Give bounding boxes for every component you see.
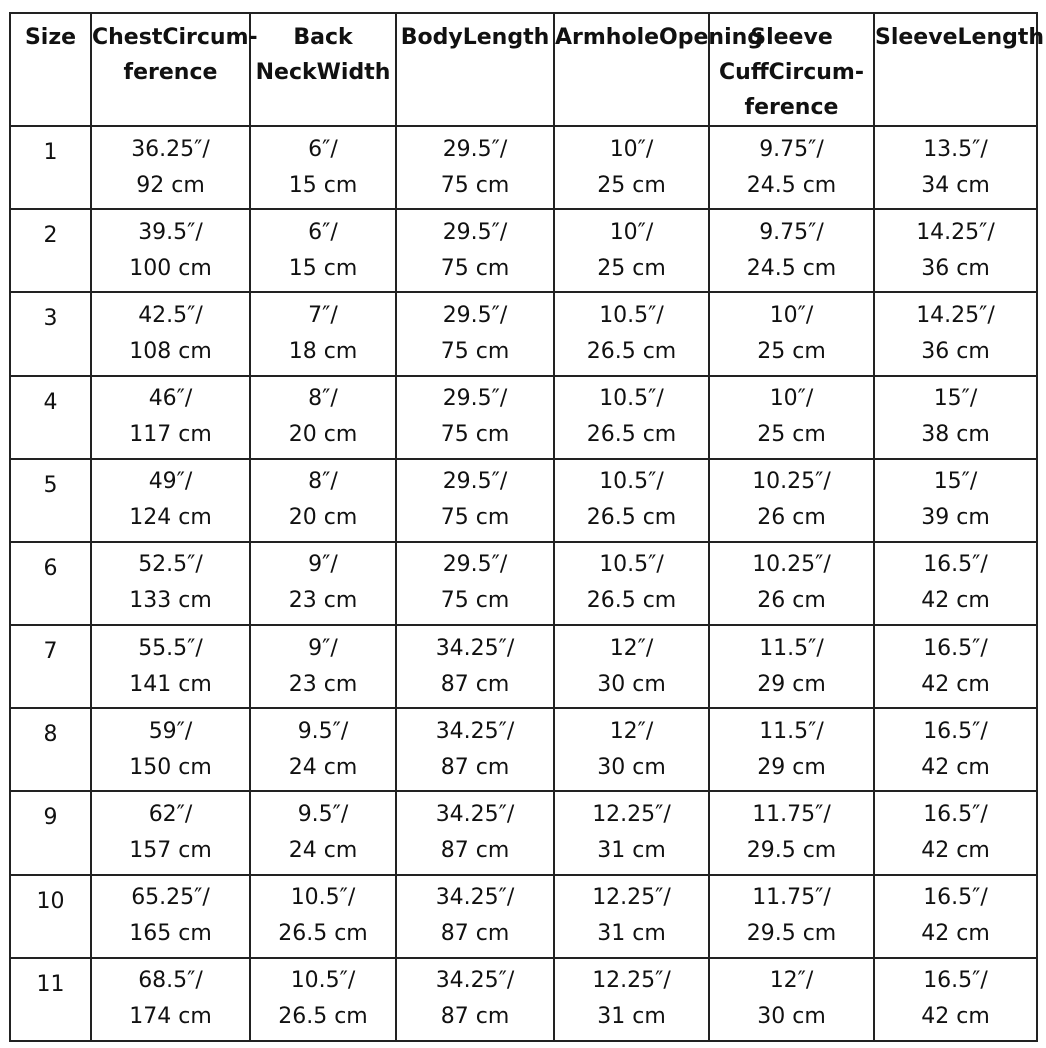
measurement-cell (396, 126, 554, 209)
inch-value: 11.5″/ (759, 635, 824, 661)
header-label-line: ference (123, 60, 218, 85)
cm-value: 38 cm (921, 422, 990, 448)
inch-value: 10.5″/ (290, 885, 356, 911)
inch-value: 9″/ (308, 635, 338, 661)
cm-value: 87 cm (440, 921, 510, 947)
inch-value: 13.5″/ (923, 136, 988, 162)
inch-value: 8″/ (308, 386, 338, 412)
inch-value: 36.25″/ (131, 136, 210, 162)
measurement-cell (709, 376, 874, 459)
measurement-cell (250, 708, 396, 791)
inch-value: 9″/ (308, 552, 338, 578)
inch-value: 10.25″/ (752, 552, 831, 578)
inch-value: 29.5″/ (442, 386, 508, 412)
cm-value: 26.5 cm (278, 921, 368, 947)
measurement-cell (874, 625, 1037, 708)
inch-value: 16.5″/ (923, 718, 988, 744)
cm-value: 124 cm (129, 505, 212, 531)
inch-value: 42.5″/ (138, 302, 203, 328)
size-cell: 4 (10, 376, 91, 459)
inch-value: 29.5″/ (442, 136, 508, 162)
measurement-cell (874, 376, 1037, 459)
cm-value: 87 cm (440, 754, 510, 780)
measurement-cell (396, 376, 554, 459)
table-body (10, 126, 1037, 1041)
cm-value: 92 cm (136, 172, 205, 198)
measurement-cell (709, 791, 874, 874)
measurement-cell (874, 209, 1037, 292)
cm-value: 157 cm (129, 837, 212, 863)
inch-value: 8″/ (308, 469, 338, 495)
header-armhole-opening (554, 13, 764, 126)
inch-value: 15″/ (933, 386, 978, 412)
inch-value: 59″/ (148, 718, 193, 744)
inch-value: 34.25″/ (435, 885, 515, 911)
inch-value: 14.25″/ (916, 219, 995, 245)
cm-value: 36 cm (921, 338, 990, 364)
header-label-line: Sleeve (875, 25, 958, 50)
cm-value: 15 cm (288, 172, 358, 198)
header-label-line: Length (957, 25, 1045, 50)
cm-value: 15 cm (288, 255, 358, 281)
inch-value: 12″/ (609, 635, 654, 661)
header-label-line: Opening (659, 25, 764, 50)
inch-value: 65.25″/ (131, 885, 210, 911)
cm-value: 24.5 cm (746, 255, 837, 281)
cm-value: 26.5 cm (586, 588, 677, 614)
table-row (10, 459, 1037, 542)
measurement-cell (396, 708, 554, 791)
measurement-cell (874, 875, 1037, 958)
header-label-line: Width (316, 60, 391, 85)
inch-value: 12.25″/ (592, 968, 671, 994)
inch-value: 34.25″/ (435, 635, 515, 661)
measurement-cell (396, 292, 554, 375)
measurement-cell (396, 209, 554, 292)
inch-value: 62″/ (148, 801, 193, 827)
cm-value: 29 cm (757, 671, 826, 697)
measurement-cell (91, 126, 250, 209)
inch-value: 34.25″/ (435, 718, 515, 744)
measurement-cell (874, 958, 1037, 1041)
cm-value: 42 cm (921, 921, 990, 947)
cm-value: 26.5 cm (586, 422, 677, 448)
cm-value: 31 cm (597, 837, 666, 863)
measurement-cell (91, 875, 250, 958)
cm-value: 29.5 cm (746, 921, 837, 947)
cm-value: 42 cm (921, 671, 990, 697)
table-row (10, 209, 1037, 292)
measurement-cell (250, 376, 396, 459)
header-row (10, 13, 1037, 126)
cm-value: 25 cm (597, 255, 666, 281)
measurement-cell (396, 459, 554, 542)
measurement-cell (250, 625, 396, 708)
measurement-cell (250, 292, 396, 375)
inch-value: 29.5″/ (442, 552, 508, 578)
header-size (10, 13, 91, 126)
header-label-line: Chest (92, 25, 163, 50)
cm-value: 29 cm (757, 754, 826, 780)
cm-value: 165 cm (129, 921, 212, 947)
header-body-length (396, 13, 554, 126)
measurement-cell (250, 791, 396, 874)
cm-value: 26.5 cm (278, 1004, 368, 1030)
inch-value: 29.5″/ (442, 219, 508, 245)
measurement-cell (874, 542, 1037, 625)
cm-value: 20 cm (288, 505, 358, 531)
size-cell: 2 (10, 209, 91, 292)
cm-value: 75 cm (440, 172, 510, 198)
measurement-cell (250, 958, 396, 1041)
cm-value: 23 cm (288, 588, 358, 614)
size-cell: 1 (10, 126, 91, 209)
header-label-line: Size (24, 25, 77, 50)
inch-value: 11.75″/ (752, 801, 831, 827)
table-header (10, 13, 1045, 126)
measurement-cell (709, 459, 874, 542)
inch-value: 29.5″/ (442, 302, 508, 328)
inch-value: 12″/ (609, 718, 654, 744)
inch-value: 39.5″/ (138, 219, 203, 245)
inch-value: 68.5″/ (138, 968, 203, 994)
measurement-cell (91, 625, 250, 708)
cm-value: 100 cm (129, 255, 212, 281)
size-cell: 8 (10, 708, 91, 791)
cm-value: 133 cm (129, 588, 212, 614)
header-label-line: Circum- (768, 60, 864, 85)
table-row (10, 625, 1037, 708)
size-cell: 7 (10, 625, 91, 708)
cm-value: 87 cm (440, 671, 510, 697)
measurement-cell (91, 542, 250, 625)
header-label-line: Armhole (555, 25, 660, 50)
measurement-cell (250, 875, 396, 958)
inch-value: 12″/ (769, 968, 814, 994)
inch-value: 12.25″/ (592, 801, 671, 827)
measurement-cell (874, 292, 1037, 375)
cm-value: 42 cm (921, 588, 990, 614)
size-cell: 5 (10, 459, 91, 542)
measurement-cell (554, 625, 709, 708)
inch-value: 11.75″/ (752, 885, 831, 911)
header-label-line: Circum- (162, 25, 258, 50)
inch-value: 6″/ (308, 136, 338, 162)
header-label-line: Back Neck (255, 25, 353, 85)
cm-value: 87 cm (440, 1004, 510, 1030)
inch-value: 11.5″/ (759, 718, 824, 744)
header-label-line: Length (462, 25, 550, 50)
inch-value: 10″/ (609, 219, 654, 245)
measurement-cell (91, 292, 250, 375)
inch-value: 6″/ (308, 219, 338, 245)
inch-value: 34.25″/ (435, 968, 515, 994)
measurement-cell (554, 376, 709, 459)
size-cell: 11 (10, 958, 91, 1041)
inch-value: 49″/ (148, 469, 193, 495)
inch-value: 16.5″/ (923, 885, 988, 911)
cm-value: 150 cm (129, 754, 212, 780)
table-row (10, 542, 1037, 625)
measurement-cell (396, 542, 554, 625)
cm-value: 31 cm (597, 1004, 666, 1030)
cm-value: 24 cm (288, 754, 358, 780)
measurement-cell (250, 459, 396, 542)
cm-value: 24.5 cm (746, 172, 837, 198)
cm-value: 24 cm (288, 837, 358, 863)
size-cell: 3 (10, 292, 91, 375)
measurement-cell (709, 625, 874, 708)
size-cell: 10 (10, 875, 91, 958)
cm-value: 18 cm (288, 338, 358, 364)
measurement-cell (91, 459, 250, 542)
inch-value: 10″/ (769, 386, 814, 412)
cm-value: 25 cm (757, 422, 826, 448)
measurement-cell (554, 542, 709, 625)
measurement-cell (91, 376, 250, 459)
table-row (10, 292, 1037, 375)
inch-value: 7″/ (308, 302, 338, 328)
inch-value: 10.5″/ (599, 386, 664, 412)
cm-value: 20 cm (288, 422, 358, 448)
inch-value: 52.5″/ (138, 552, 203, 578)
measurement-cell (709, 542, 874, 625)
cm-value: 87 cm (440, 837, 510, 863)
header-back-neck-width (250, 13, 396, 126)
measurement-cell (554, 459, 709, 542)
inch-value: 9.5″/ (297, 718, 349, 744)
measurement-cell (396, 958, 554, 1041)
measurement-cell (874, 708, 1037, 791)
measurement-cell (709, 292, 874, 375)
measurement-cell (874, 126, 1037, 209)
measurement-cell (396, 791, 554, 874)
table-row (10, 791, 1037, 874)
measurement-cell (554, 791, 709, 874)
measurement-cell (91, 209, 250, 292)
header-sleeve-length (874, 13, 1045, 126)
cm-value: 174 cm (129, 1004, 212, 1030)
measurement-cell (396, 875, 554, 958)
cm-value: 30 cm (597, 754, 666, 780)
cm-value: 75 cm (440, 505, 510, 531)
table-row (10, 708, 1037, 791)
size-cell: 9 (10, 791, 91, 874)
cm-value: 117 cm (129, 422, 212, 448)
cm-value: 25 cm (597, 172, 666, 198)
inch-value: 16.5″/ (923, 968, 988, 994)
measurement-cell (250, 542, 396, 625)
header-label-line: Sleeve Cuff (719, 25, 833, 85)
cm-value: 31 cm (597, 921, 666, 947)
inch-value: 9.75″/ (759, 219, 824, 245)
measurement-cell (554, 875, 709, 958)
cm-value: 42 cm (921, 837, 990, 863)
measurement-cell (709, 126, 874, 209)
measurement-cell (91, 958, 250, 1041)
cm-value: 23 cm (288, 671, 358, 697)
cm-value: 39 cm (921, 505, 990, 531)
table-row (10, 126, 1037, 209)
measurement-cell (554, 209, 709, 292)
inch-value: 55.5″/ (138, 635, 203, 661)
inch-value: 10.5″/ (599, 469, 664, 495)
table-row (10, 958, 1037, 1041)
inch-value: 16.5″/ (923, 552, 988, 578)
cm-value: 30 cm (597, 671, 666, 697)
measurement-cell (709, 875, 874, 958)
table-row (10, 376, 1037, 459)
measurement-cell (709, 209, 874, 292)
size-cell: 6 (10, 542, 91, 625)
cm-value: 26.5 cm (586, 338, 677, 364)
inch-value: 16.5″/ (923, 635, 988, 661)
inch-value: 29.5″/ (442, 469, 508, 495)
cm-value: 29.5 cm (746, 837, 837, 863)
cm-value: 25 cm (757, 338, 826, 364)
inch-value: 10″/ (769, 302, 814, 328)
measurement-cell (91, 708, 250, 791)
inch-value: 46″/ (148, 386, 193, 412)
measurement-cell (250, 126, 396, 209)
table-row (10, 875, 1037, 958)
measurement-cell (91, 791, 250, 874)
cm-value: 42 cm (921, 754, 990, 780)
cm-value: 141 cm (129, 671, 212, 697)
measurement-cell (709, 708, 874, 791)
inch-value: 9.75″/ (759, 136, 824, 162)
inch-value: 10.25″/ (752, 469, 831, 495)
measurement-cell (554, 958, 709, 1041)
inch-value: 10.5″/ (599, 302, 664, 328)
cm-value: 42 cm (921, 1004, 990, 1030)
cm-value: 26 cm (757, 505, 826, 531)
cm-value: 108 cm (129, 338, 212, 364)
measurement-cell (554, 708, 709, 791)
measurement-cell (874, 791, 1037, 874)
cm-value: 26.5 cm (586, 505, 677, 531)
measurement-cell (554, 292, 709, 375)
cm-value: 36 cm (921, 255, 990, 281)
header-chest-circumference (91, 13, 258, 126)
measurement-cell (554, 126, 709, 209)
inch-value: 9.5″/ (297, 801, 349, 827)
cm-value: 34 cm (921, 172, 990, 198)
cm-value: 30 cm (757, 1004, 826, 1030)
inch-value: 10.5″/ (599, 552, 664, 578)
inch-value: 12.25″/ (592, 885, 671, 911)
measurement-cell (250, 209, 396, 292)
header-label-line: Body (400, 25, 463, 50)
inch-value: 16.5″/ (923, 801, 988, 827)
header-label-line: ference (744, 95, 839, 120)
cm-value: 75 cm (440, 255, 510, 281)
cm-value: 75 cm (440, 338, 510, 364)
measurement-cell (874, 459, 1037, 542)
size-chart-table (9, 12, 1045, 1042)
inch-value: 10″/ (609, 136, 654, 162)
inch-value: 34.25″/ (435, 801, 515, 827)
cm-value: 26 cm (757, 588, 826, 614)
inch-value: 15″/ (933, 469, 978, 495)
inch-value: 14.25″/ (916, 302, 995, 328)
measurement-cell (396, 625, 554, 708)
measurement-cell (709, 958, 874, 1041)
cm-value: 75 cm (440, 422, 510, 448)
cm-value: 75 cm (440, 588, 510, 614)
inch-value: 10.5″/ (290, 968, 356, 994)
